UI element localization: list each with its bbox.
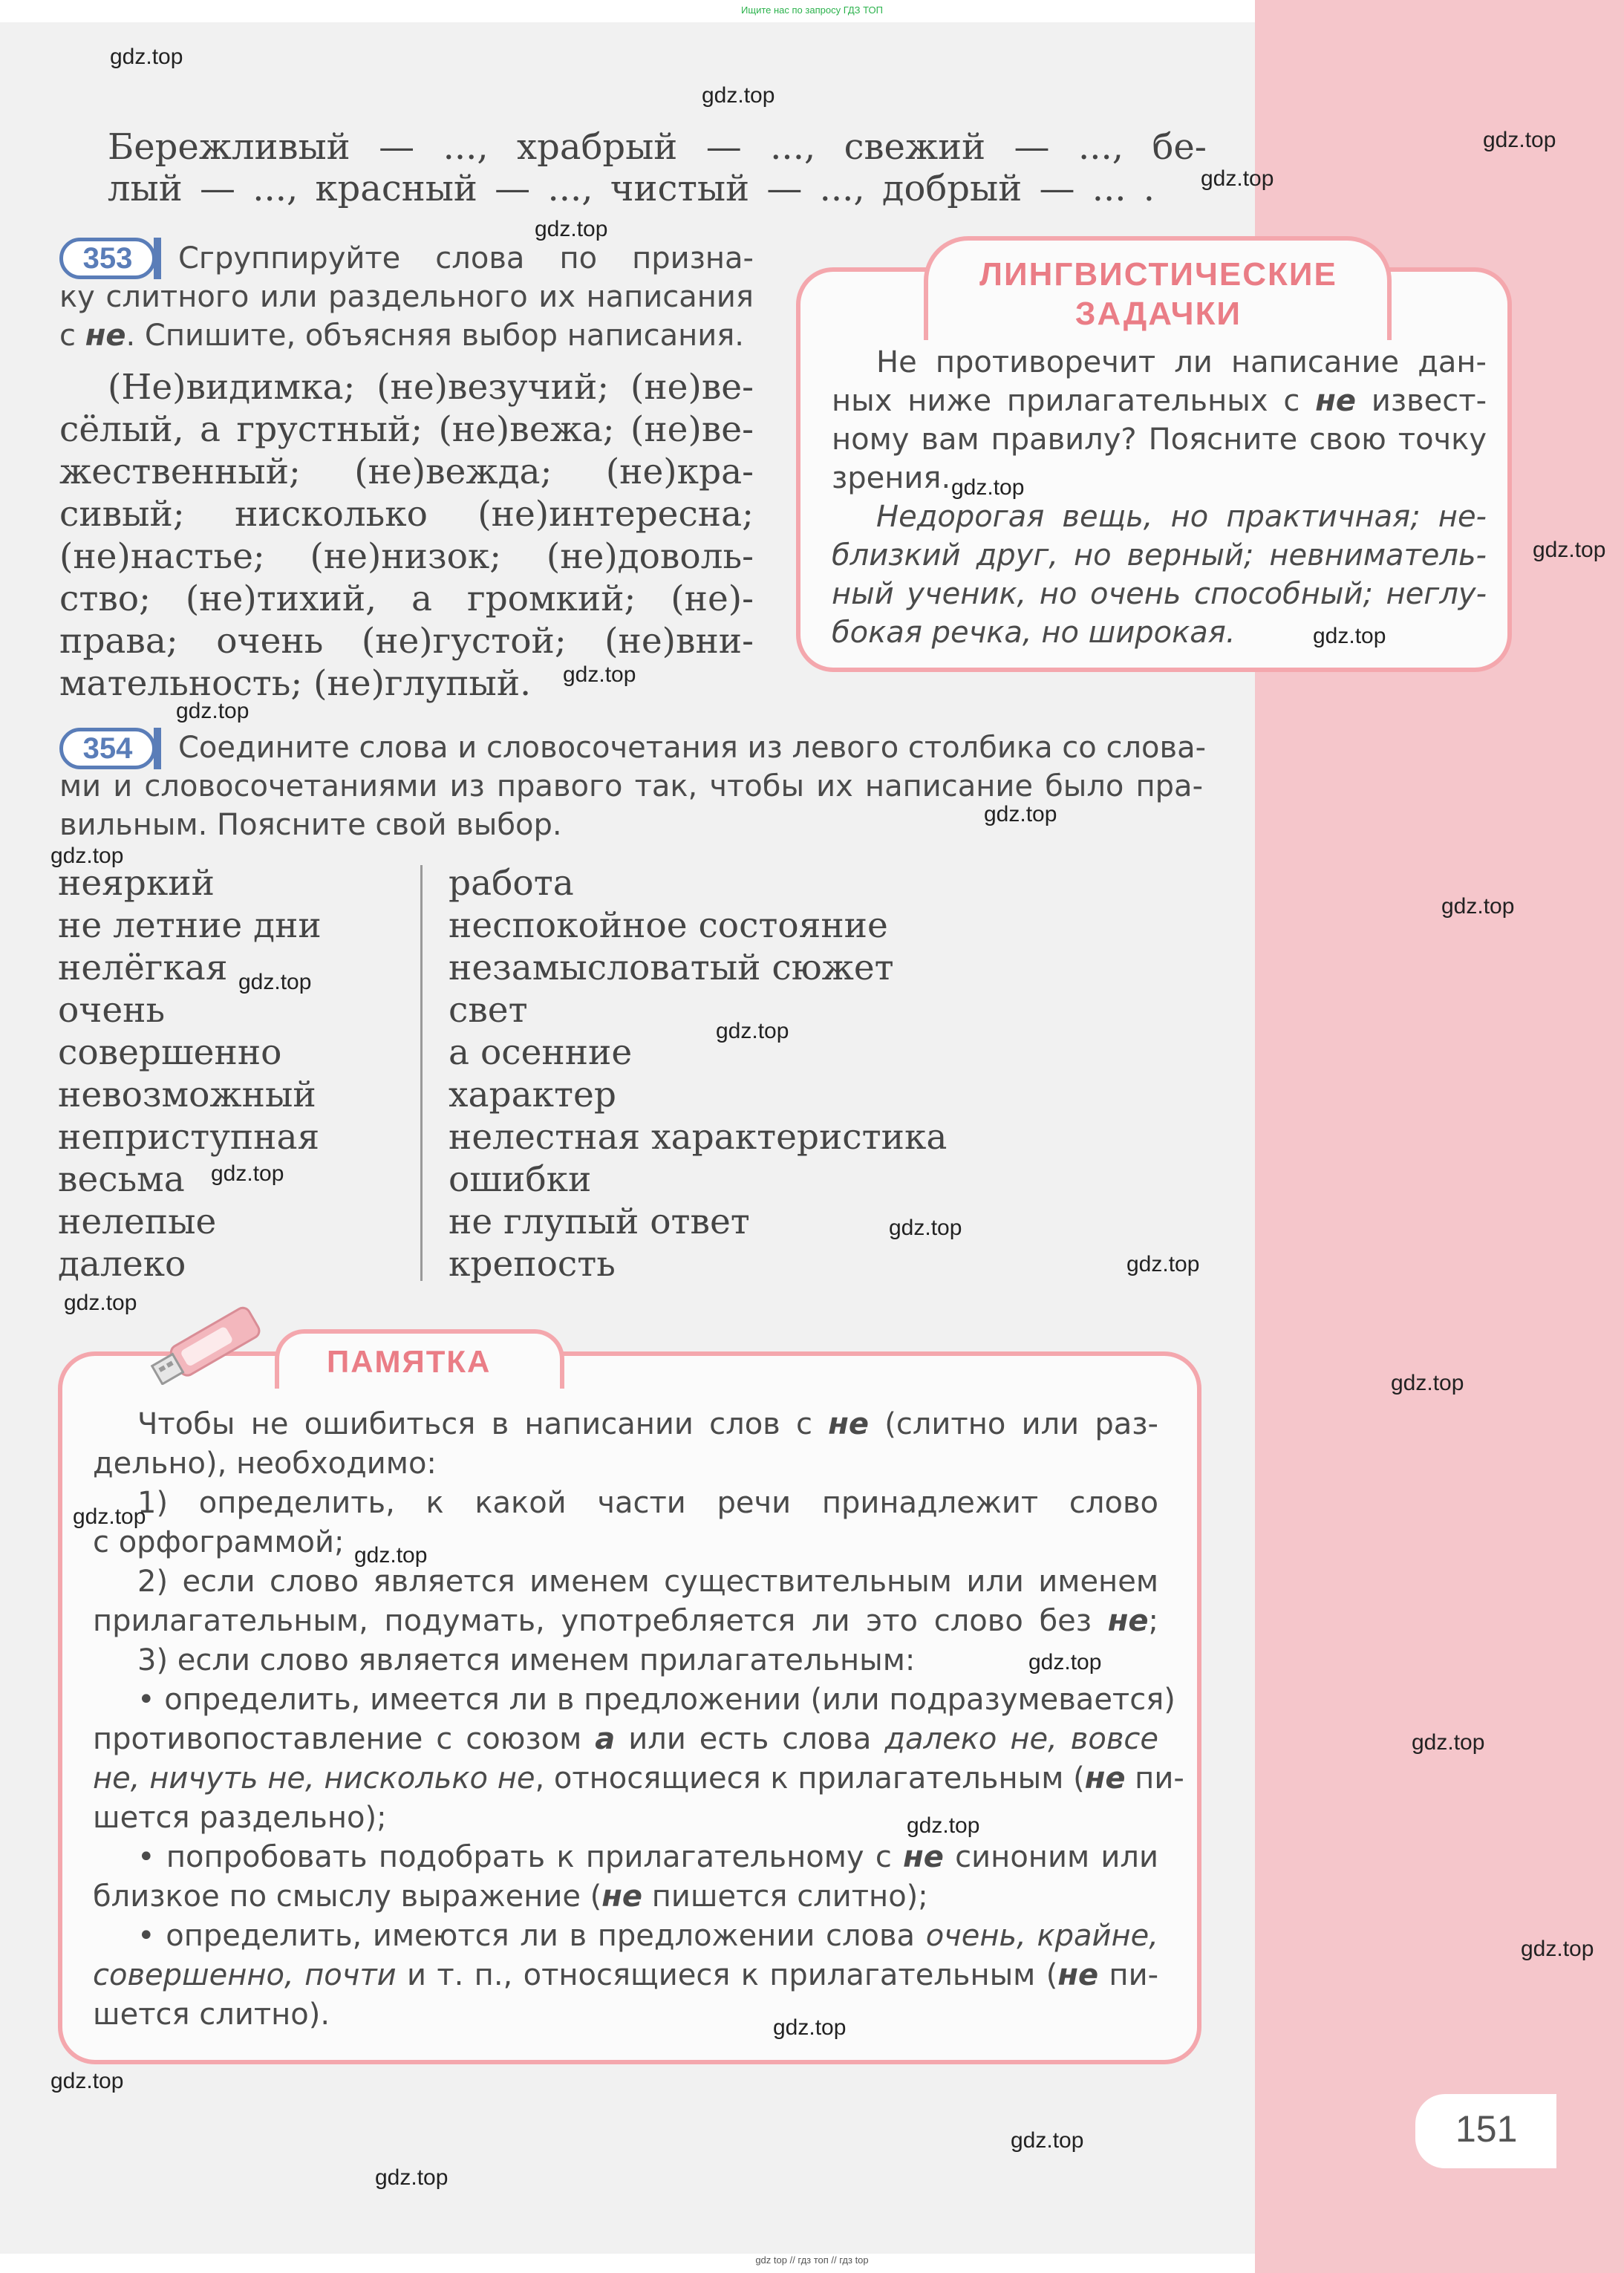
watermark: gdz.top bbox=[535, 217, 608, 241]
watermark: gdz.top bbox=[1533, 538, 1606, 562]
left-col-item: нелёгкая bbox=[58, 948, 228, 988]
bottom-banner: gdz top // гдз топ // гдз top bbox=[755, 2254, 869, 2266]
watermark: gdz.top bbox=[1521, 1937, 1594, 1961]
right-col-item: а осенние bbox=[449, 1032, 633, 1073]
left-col-item: очень bbox=[58, 990, 166, 1031]
watermark: gdz.top bbox=[1011, 2128, 1084, 2153]
watermark: gdz.top bbox=[951, 475, 1025, 500]
ex353-words-7: права; очень (не)густой; (не)вни- bbox=[59, 621, 754, 662]
ex354-task-line-1: Соедините слова и словосочетания из левого столбика со слова- bbox=[178, 731, 1207, 765]
watermark: gdz.top bbox=[716, 1019, 789, 1043]
ex353-task-line-3: с не. Спишите, объясняя выбор написания. bbox=[59, 319, 745, 353]
watermark: gdz.top bbox=[1201, 166, 1274, 191]
watermark: gdz.top bbox=[702, 83, 775, 108]
memo-line-5: 2) если слово является именем существительным или именем bbox=[137, 1565, 1158, 1599]
left-col-item: нелепые bbox=[58, 1201, 217, 1242]
exercise-353-badge: 353 bbox=[59, 238, 156, 279]
memo-line-10: не, ничуть не, нисколько не, относящиеся к прилагательным (не пи- bbox=[93, 1761, 1184, 1796]
memo-title: ПАМЯТКА bbox=[327, 1344, 492, 1379]
memo-line-15: совершенно, почти и т. п., относящиеся к прилагательным (не пи- bbox=[93, 1958, 1159, 1992]
watermark: gdz.top bbox=[907, 1813, 980, 1838]
watermark: gdz.top bbox=[64, 1291, 137, 1315]
ex353-words-3: жественный; (не)вежда; (не)кра- bbox=[59, 451, 754, 492]
watermark: gdz.top bbox=[563, 662, 636, 687]
memo-line-14: • определить, имеются ли в предложении слова очень, крайне, bbox=[137, 1919, 1158, 1953]
right-col-item: крепость bbox=[449, 1244, 616, 1285]
left-col-item: неяркий bbox=[58, 863, 215, 904]
left-col-item: неприступная bbox=[58, 1117, 320, 1158]
left-col-item: невозможный bbox=[58, 1074, 316, 1115]
ling-line-3: ному вам правилу? Поясните свою точку bbox=[832, 423, 1487, 457]
memo-line-4: с орфограммой; bbox=[93, 1525, 345, 1559]
ex353-task-line-2: ку слитного или раздельного их написания bbox=[59, 280, 754, 314]
memo-line-16: шется слитно). bbox=[93, 1998, 330, 2032]
memo-line-2: дельно), необходимо: bbox=[93, 1447, 437, 1481]
exercise-354-badge: 354 bbox=[59, 728, 156, 769]
watermark: gdz.top bbox=[1441, 894, 1515, 919]
left-col-item: далеко bbox=[58, 1244, 186, 1285]
memo-line-3: 1) определить, к какой части речи принадлежит слово bbox=[137, 1486, 1158, 1520]
watermark: gdz.top bbox=[110, 45, 183, 69]
ex354-task-line-2: ми и словосочетаниями из правого так, чтобы их написание было пра- bbox=[59, 769, 1203, 803]
intro-line-1: Бережливый — ..., храбрый — ..., свежий — ..., бе- bbox=[108, 126, 1207, 168]
ex353-words-4: сивый; нисколько (не)интересна; bbox=[59, 494, 754, 535]
watermark: gdz.top bbox=[354, 1543, 428, 1568]
ex353-words-2: сёлый, а грустный; (не)вежа; (не)ве- bbox=[59, 409, 754, 450]
intro-line-2: лый — ..., красный — ..., чистый — ..., добрый — ... . bbox=[108, 168, 1155, 209]
watermark: gdz.top bbox=[889, 1216, 962, 1240]
usb-stick-icon bbox=[141, 1303, 275, 1385]
ex353-words-8: мательность; (не)глупый. bbox=[59, 663, 532, 704]
watermark: gdz.top bbox=[1126, 1252, 1200, 1276]
watermark: gdz.top bbox=[375, 2165, 449, 2190]
right-col-item: незамысловатый сюжет bbox=[449, 948, 894, 988]
left-col-item: совершенно bbox=[58, 1032, 282, 1073]
ling-line-4: зрения. bbox=[832, 461, 951, 495]
right-col-item: характер bbox=[449, 1074, 616, 1115]
left-col-item: весьма bbox=[58, 1159, 185, 1200]
right-col-item: ошибки bbox=[449, 1159, 592, 1200]
watermark: gdz.top bbox=[1391, 1371, 1464, 1395]
memo-line-11: шется раздельно); bbox=[93, 1801, 387, 1835]
ling-line-1: Не противоречит ли написание дан- bbox=[876, 345, 1487, 379]
top-banner: Ищите нас по запросу ГДЗ ТОП bbox=[741, 4, 883, 16]
watermark: gdz.top bbox=[984, 802, 1057, 826]
linguistic-tasks-title-1: ЛИНГВИСТИЧЕСКИЕ bbox=[979, 256, 1337, 293]
memo-line-6: прилагательным, подумать, употребляется ли это слово без не; bbox=[93, 1604, 1158, 1638]
ling-line-2: ных ниже прилагательных с не извест- bbox=[832, 384, 1487, 418]
column-separator bbox=[420, 865, 423, 1281]
ex353-words-1: (Не)видимка; (не)везучий; (не)ве- bbox=[108, 367, 754, 408]
memo-line-9: противопоставление с союзом а или есть слова далеко не, вовсе bbox=[93, 1722, 1158, 1756]
watermark: gdz.top bbox=[773, 2015, 847, 2040]
ling-italic-4: бокая речка, но широкая. bbox=[832, 616, 1236, 650]
ex353-task-line-1: Сгруппируйте слова по призна- bbox=[178, 241, 754, 275]
ex353-words-5: (не)настье; (не)низок; (не)доволь- bbox=[59, 536, 754, 577]
watermark: gdz.top bbox=[211, 1161, 284, 1186]
right-col-item: работа bbox=[449, 863, 574, 904]
watermark: gdz.top bbox=[176, 699, 250, 723]
watermark: gdz.top bbox=[50, 2069, 124, 2093]
memo-line-1: Чтобы не ошибиться в написании слов с не (слитно или раз- bbox=[137, 1407, 1158, 1441]
ex354-task-line-3: вильным. Поясните свой выбор. bbox=[59, 808, 562, 842]
memo-line-7: 3) если слово является именем прилагательным: bbox=[137, 1643, 916, 1677]
memo-line-12: • попробовать подобрать к прилагательному с не синоним или bbox=[137, 1840, 1158, 1874]
linguistic-tasks-title-2: ЗАДАЧКИ bbox=[1074, 296, 1242, 332]
watermark: gdz.top bbox=[50, 844, 124, 868]
memo-line-13: близкое по смыслу выражение (не пишется слитно); bbox=[93, 1879, 928, 1914]
page-number: 151 bbox=[1455, 2108, 1518, 2150]
ling-italic-1: Недорогая вещь, но практичная; не- bbox=[876, 500, 1487, 534]
watermark: gdz.top bbox=[1483, 128, 1556, 152]
right-col-item: не глупый ответ bbox=[449, 1201, 750, 1242]
left-col-item: не летние дни bbox=[58, 905, 322, 946]
right-col-item: свет bbox=[449, 990, 528, 1031]
ling-italic-3: ный ученик, но очень способный; неглу- bbox=[832, 577, 1487, 611]
watermark: gdz.top bbox=[73, 1504, 146, 1529]
watermark: gdz.top bbox=[238, 970, 312, 994]
watermark: gdz.top bbox=[1412, 1730, 1485, 1755]
watermark: gdz.top bbox=[1313, 624, 1386, 648]
memo-line-8: • определить, имеется ли в предложении (или подразумевается) bbox=[137, 1683, 1175, 1717]
watermark: gdz.top bbox=[1028, 1650, 1102, 1674]
ex353-words-6: ство; (не)тихий, а громкий; (не)- bbox=[59, 578, 754, 619]
ling-italic-2: близкий друг, но верный; невниматель- bbox=[832, 538, 1487, 573]
right-col-item: неспокойное состояние bbox=[449, 905, 888, 946]
right-col-item: нелестная характеристика bbox=[449, 1117, 948, 1158]
